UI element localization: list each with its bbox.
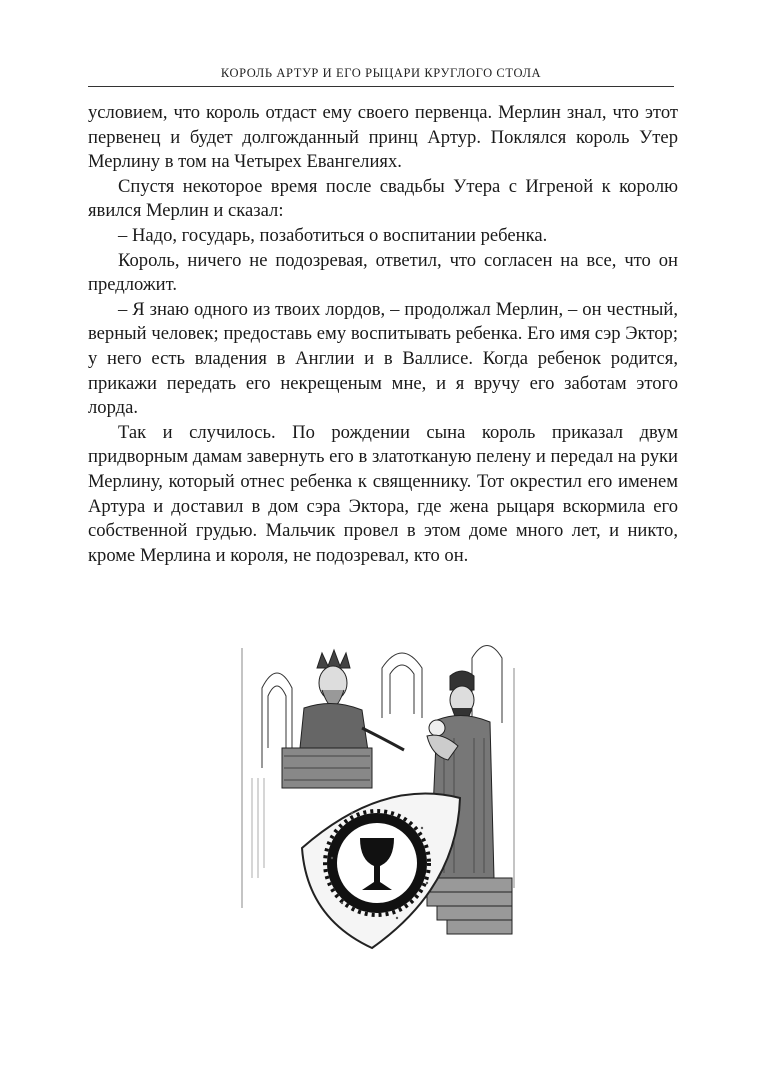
paragraph: Король, ничего не подозревая, ответил, что согласен на все, что он предложит.: [88, 249, 678, 296]
engraving-illustration: [222, 628, 532, 958]
paragraph: условием, что король отдаст ему своего первенца. Мерлин знал, что этот первенец и будет долгожданный принц Артур. Поклялся король Утер Мерлину в том на Четырех Евангелиях.: [88, 102, 678, 173]
body-text: [88, 101, 678, 568]
shield-emblem: [302, 794, 460, 948]
paragraph: – Я знаю одного из твоих лордов, – продолжал Мерлин, – он честный, верный человек; предоставь ему воспитывать ребенка. Его имя сэр Эктор; у него есть владения в Англии и в Валлисе. Когда ребенок родится, прикажи передать его некрещеным мне, и я вручу его заботам этого лорда.: [88, 298, 678, 419]
paragraph: Спустя некоторое время после свадьбы Утера с Игреной к королю явился Мерлин и сказал:: [88, 175, 678, 222]
header-rule: [88, 86, 674, 87]
paragraph: Так и случилось. По рождении сына король приказал двум придворным дамам завернуть его в златотканую пелену и передал на руки Мерлину, который отнес ребенка к священнику. Тот окрестил его именем Артура и доставил в дом сэра Эктора, где жена рыцаря вскормила его собственной грудью. Мальчик провел в этом доме много лет, и никто, кроме Мерлина и короля, не подозревал, кто он.: [88, 421, 678, 566]
paragraph: – Надо, государь, позаботиться о воспитании ребенка.: [118, 224, 548, 246]
running-head: КОРОЛЬ АРТУР И ЕГО РЫЦАРИ КРУГЛОГО СТОЛА: [220, 66, 542, 80]
king-figure: [282, 650, 404, 788]
